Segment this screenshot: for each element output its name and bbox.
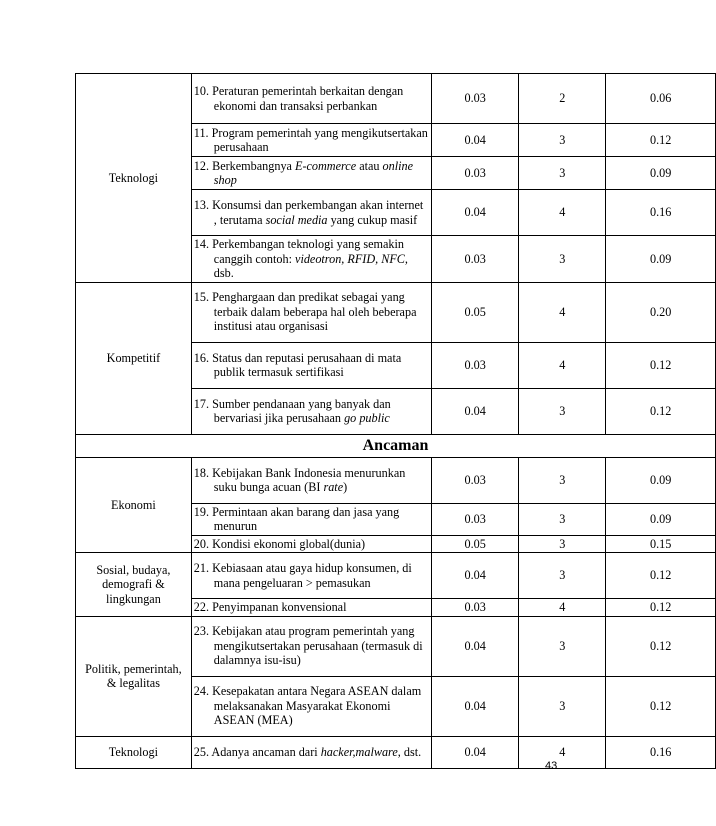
criterion-cell: 24. Kesepakatan antara Negara ASEAN dalam melaksanakan Masyarakat Ekonomi ASEAN (MEA)	[191, 676, 431, 736]
category-cell: Politik, pemerintah, & legalitas	[76, 616, 192, 736]
criterion-cell: 17. Sumber pendanaan yang banyak dan bervariasi jika perusahaan go public	[191, 388, 431, 434]
category-cell: Teknologi	[76, 74, 192, 283]
rating-cell: 4	[519, 599, 606, 617]
table-row	[76, 74, 716, 124]
weight-cell: 0.05	[432, 535, 519, 553]
table-row	[76, 282, 716, 342]
score-cell: 0.09	[606, 457, 716, 503]
category-cell: Sosial, budaya, demografi & lingkungan	[76, 553, 192, 617]
table-row	[76, 736, 716, 768]
weight-cell: 0.03	[432, 74, 519, 124]
criterion-cell: 14. Perkembangan teknologi yang semakin canggih contoh: videotron, RFID, NFC, dsb.	[191, 236, 431, 283]
rating-cell: 4	[519, 736, 606, 768]
rating-cell: 2	[519, 74, 606, 124]
rating-cell: 3	[519, 535, 606, 553]
criterion-cell: 25. Adanya ancaman dari hacker,malware, dst.	[191, 736, 431, 768]
score-cell: 0.09	[606, 157, 716, 190]
score-cell: 0.12	[606, 124, 716, 157]
score-cell: 0.06	[606, 74, 716, 124]
weight-cell: 0.04	[432, 553, 519, 599]
score-cell: 0.12	[606, 616, 716, 676]
weight-cell: 0.03	[432, 157, 519, 190]
criterion-cell: 16. Status dan reputasi perusahaan di mata publik termasuk sertifikasi	[191, 342, 431, 388]
criterion-cell: 13. Konsumsi dan perkembangan akan internet , terutama social media yang cukup masif	[191, 190, 431, 236]
weight-cell: 0.03	[432, 599, 519, 617]
criterion-cell: 22. Penyimpanan konvensional	[191, 599, 431, 617]
score-cell: 0.15	[606, 535, 716, 553]
criterion-cell: 20. Kondisi ekonomi global(dunia)	[191, 535, 431, 553]
swot-table	[75, 73, 716, 769]
score-cell: 0.09	[606, 503, 716, 535]
criterion-cell: 11. Program pemerintah yang mengikutsertakan perusahaan	[191, 124, 431, 157]
rating-cell: 3	[519, 503, 606, 535]
score-cell: 0.12	[606, 553, 716, 599]
table-row	[76, 616, 716, 676]
score-cell: 0.12	[606, 676, 716, 736]
weight-cell: 0.03	[432, 342, 519, 388]
score-cell: 0.12	[606, 342, 716, 388]
rating-cell: 3	[519, 553, 606, 599]
criterion-cell: 10. Peraturan pemerintah berkaitan dengan ekonomi dan transaksi perbankan	[191, 74, 431, 124]
criterion-cell: 21. Kebiasaan atau gaya hidup konsumen, di mana pengeluaran > pemasukan	[191, 553, 431, 599]
weight-cell: 0.03	[432, 457, 519, 503]
criterion-cell: 15. Penghargaan dan predikat sebagai yang terbaik dalam beberapa hal oleh beberapa institusi atau organisasi	[191, 282, 431, 342]
criterion-cell: 23. Kebijakan atau program pemerintah yang mengikutsertakan perusahaan (termasuk di dalamnya isu-isu)	[191, 616, 431, 676]
score-cell: 0.16	[606, 736, 716, 768]
score-cell: 0.16	[606, 190, 716, 236]
weight-cell: 0.04	[432, 190, 519, 236]
rating-cell: 3	[519, 388, 606, 434]
criterion-cell: 12. Berkembangnya E-commerce atau online shop	[191, 157, 431, 190]
weight-cell: 0.03	[432, 236, 519, 283]
section-title: Ancaman	[76, 434, 716, 457]
rating-cell: 4	[519, 190, 606, 236]
table-row	[76, 553, 716, 599]
score-cell: 0.12	[606, 388, 716, 434]
weight-cell: 0.04	[432, 736, 519, 768]
weight-cell: 0.04	[432, 124, 519, 157]
weight-cell: 0.03	[432, 503, 519, 535]
rating-cell: 3	[519, 124, 606, 157]
rating-cell: 4	[519, 342, 606, 388]
score-cell: 0.20	[606, 282, 716, 342]
rating-cell: 3	[519, 676, 606, 736]
weight-cell: 0.04	[432, 616, 519, 676]
category-cell: Ekonomi	[76, 457, 192, 553]
rating-cell: 3	[519, 236, 606, 283]
rating-cell: 3	[519, 616, 606, 676]
criterion-cell: 19. Permintaan akan barang dan jasa yang menurun	[191, 503, 431, 535]
category-cell: Kompetitif	[76, 282, 192, 434]
category-cell: Teknologi	[76, 736, 192, 768]
table-row	[76, 457, 716, 503]
score-cell: 0.12	[606, 599, 716, 617]
rating-cell: 3	[519, 157, 606, 190]
page-number: 43	[545, 760, 558, 772]
weight-cell: 0.04	[432, 676, 519, 736]
rating-cell: 4	[519, 282, 606, 342]
weight-cell: 0.04	[432, 388, 519, 434]
rating-cell: 3	[519, 457, 606, 503]
weight-cell: 0.05	[432, 282, 519, 342]
score-cell: 0.09	[606, 236, 716, 283]
criterion-cell: 18. Kebijakan Bank Indonesia menurunkan suku bunga acuan (BI rate)	[191, 457, 431, 503]
section-header-row	[76, 434, 716, 457]
